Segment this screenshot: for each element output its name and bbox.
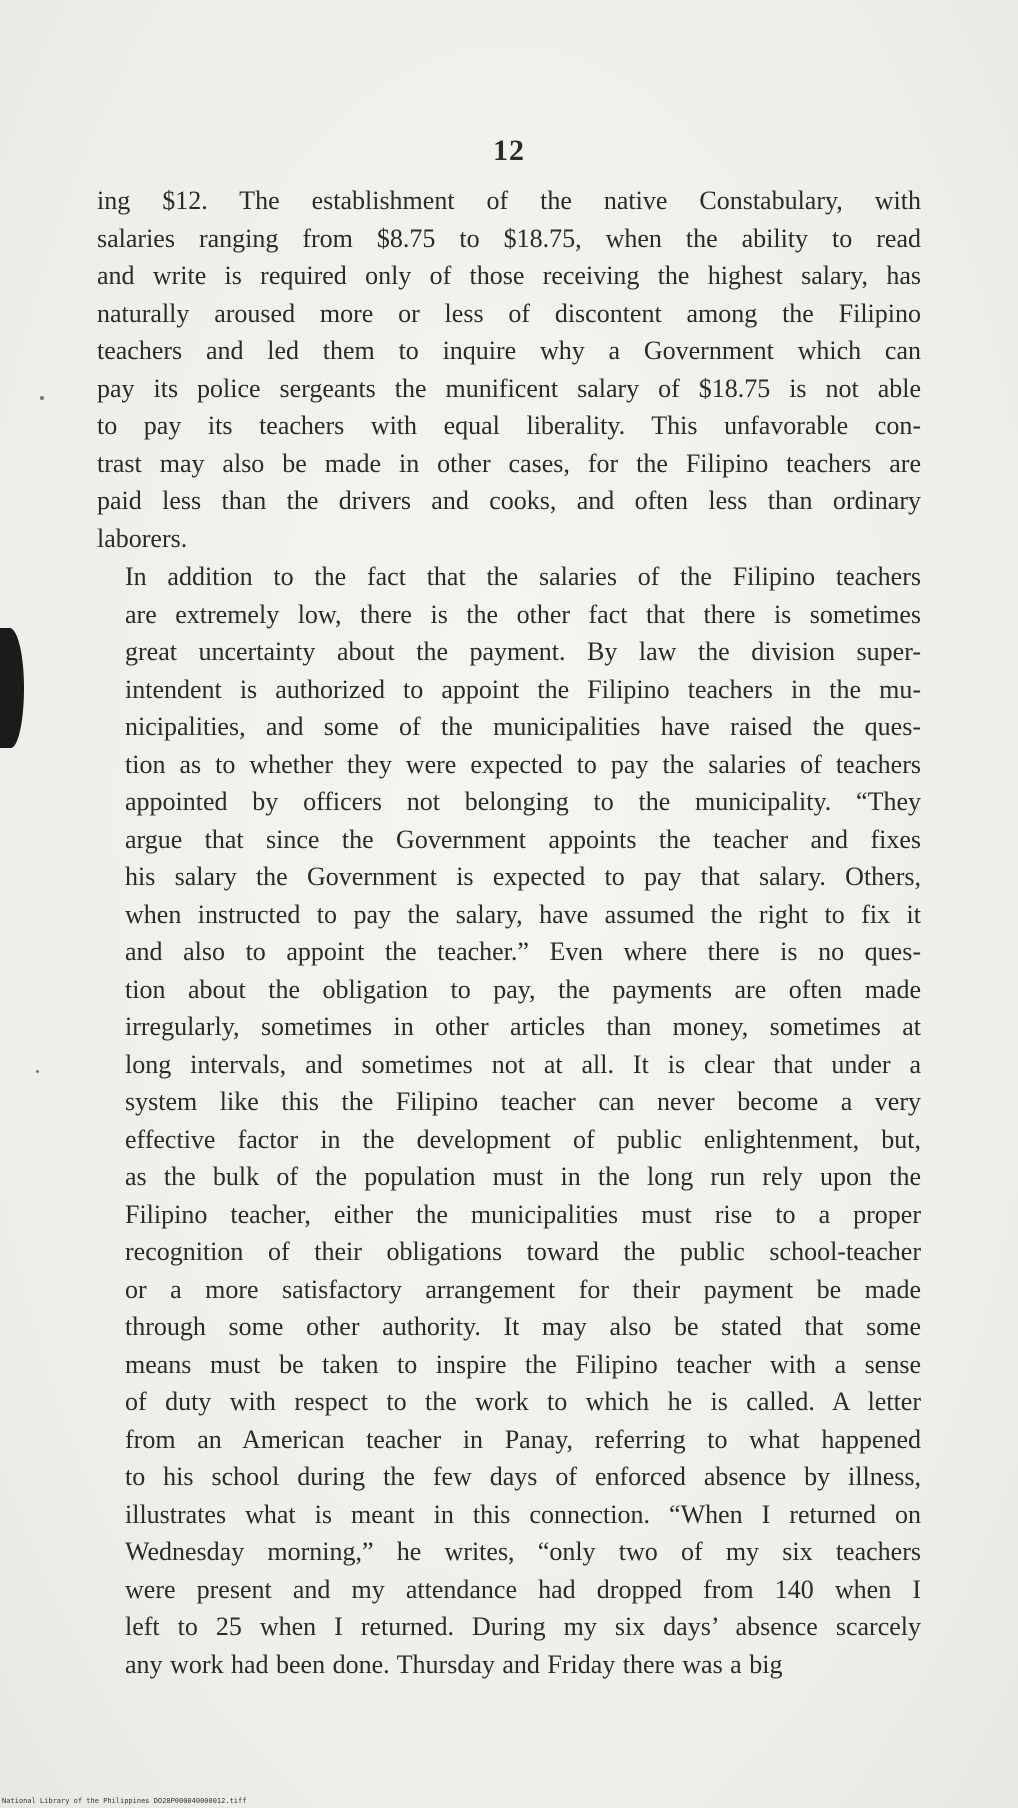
scan-source-credit: National Library of the Philippines DO28P000040000012.tiff [2,1797,247,1805]
text-line: paid less than the drivers and cooks, and often less than ordinary [97,486,921,515]
text-line: tion as to whether they were expected to pay the salaries of teachers [125,749,921,779]
text-line: recognition of their obligations toward the public school-teacher [125,1237,921,1266]
scan-speck [36,1070,39,1073]
text-line: to pay its teachers with equal liberality. This unfavorable con- [97,411,921,440]
text-line: of duty with respect to the work to which he is called. A letter [125,1387,921,1416]
text-line: his salary the Government is expected to pay that salary. Others, [125,862,921,891]
text-line: left to 25 when I returned. During my six days’ absence scarcely [125,1612,921,1641]
text-line: any work had been done. Thursday and Friday there was a big [125,1649,783,1679]
text-line: through some other authority. It may also be stated that some [125,1312,921,1341]
text-line: means must be taken to inspire the Filipino teacher with a sense [125,1349,921,1379]
body-text [97,182,921,1683]
text-line: nicipalities, and some of the municipalities have raised the ques- [125,712,921,741]
text-line: to his school during the few days of enforced absence by illness, [125,1462,921,1491]
binding-shadow [0,628,24,748]
text-line: effective factor in the development of public enlightenment, but, [125,1124,921,1154]
text-line: are extremely low, there is the other fact that there is sometimes [125,599,921,629]
text-line: naturally aroused more or less of discontent among the Filipino [97,298,921,328]
text-line: from an American teacher in Panay, referring to what happened [125,1424,921,1454]
text-line: and write is required only of those receiving the highest salary, has [97,261,921,290]
text-line: trast may also be made in other cases, for the Filipino teachers are [97,448,921,478]
text-line: Filipino teacher, either the municipalities must rise to a proper [125,1199,921,1229]
text-line: irregularly, sometimes in other articles than money, sometimes at [125,1012,921,1041]
text-line: pay its police sergeants the munificent salary of $18.75 is not able [97,373,921,403]
paragraph-1 [97,182,921,557]
text-line: as the bulk of the population must in the long run rely upon the [125,1162,921,1191]
text-line: salaries ranging from $8.75 to $18.75, when the ability to read [97,223,921,253]
text-line: argue that since the Government appoints the teacher and fixes [125,824,921,854]
text-line: laborers. [97,523,188,553]
text-line: and also to appoint the teacher.” Even where there is no ques- [125,937,921,966]
text-line: teachers and led them to inquire why a Government which can [97,336,921,365]
scan-speck [40,396,44,400]
text-line: were present and my attendance had dropped from 140 when I [125,1574,921,1604]
text-line: illustrates what is meant in this connection. “When I returned on [125,1499,921,1529]
text-line: or a more satisfactory arrangement for their payment be made [125,1274,921,1304]
text-line: ing $12. The establishment of the native Constabulary, with [97,186,921,215]
paragraph-2 [97,558,921,1683]
text-line: great uncertainty about the payment. By law the division super- [125,637,921,666]
text-line: long intervals, and sometimes not at all. It is clear that under a [125,1049,921,1079]
text-line: appointed by officers not belonging to the municipality. “They [125,787,921,816]
text-line: In addition to the fact that the salaries of the Filipino teachers [125,562,921,591]
page-number: 12 [493,134,525,167]
text-line: Wednesday morning,” he writes, “only two of my six teachers [125,1537,921,1566]
text-line: intendent is authorized to appoint the Filipino teachers in the mu- [125,674,921,704]
text-line: system like this the Filipino teacher can never become a very [125,1087,921,1116]
text-line: tion about the obligation to pay, the payments are often made [125,974,921,1004]
text-line: when instructed to pay the salary, have assumed the right to fix it [125,899,921,929]
